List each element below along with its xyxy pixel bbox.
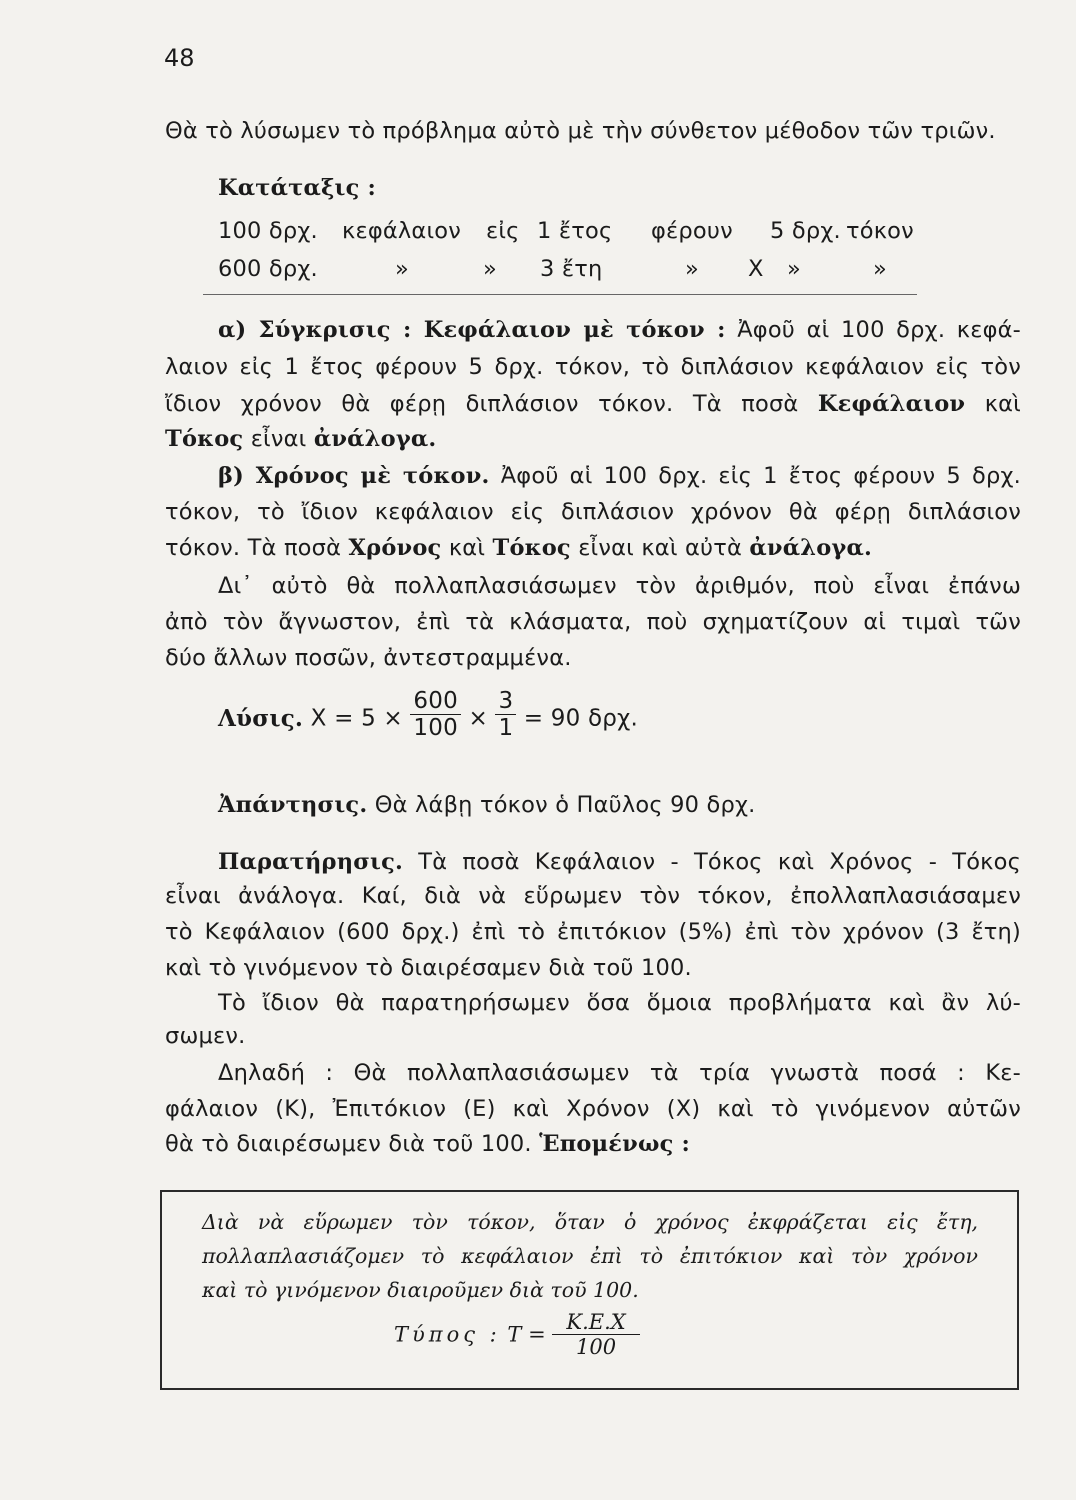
epomenos-label: Ἑπομένως : bbox=[539, 1131, 691, 1157]
section-b-line-2: τόκον, τὸ ἴδιον κεφάλαιον εἰς διπλάσιον χρόνον θὰ φέρῃ διπλάσιον bbox=[165, 499, 1021, 525]
section-b-line-3-text: τόκον. Τὰ ποσὰ bbox=[165, 535, 342, 561]
divider-rule bbox=[203, 294, 917, 295]
section-a-line-2: λαιον εἰς 1 ἔτος φέρουν 5 δρχ. τόκον, τὸ διπλάσιον κεφάλαιον εἰς τὸν bbox=[165, 354, 1021, 380]
solution-equation bbox=[218, 688, 639, 745]
section-b-line-3 bbox=[165, 535, 872, 561]
row2-amount: 600 δρχ. bbox=[218, 256, 318, 282]
row1-capital: κεφάλαιον bbox=[342, 218, 461, 244]
solution-lhs: X = 5 × bbox=[310, 705, 403, 732]
para-di-line-1: Δι᾽ αὐτὸ θὰ πολλαπλασιάσωμεν τὸν ἀριθμόν, ποὺ εἶναι ἐπάνω bbox=[218, 573, 1021, 599]
observation-line-1 bbox=[218, 849, 1021, 875]
fraction-2-numerator: 3 bbox=[498, 688, 514, 714]
section-b-einai: εἶναι καὶ αὐτὰ bbox=[578, 535, 743, 561]
fraction-600-100 bbox=[410, 688, 461, 741]
formula-fraction bbox=[552, 1310, 639, 1359]
section-a-line-4 bbox=[165, 426, 436, 452]
rule-box-line-2: πολλαπλασιάζομεν τὸ κεφάλαιον ἐπὶ τὸ ἐπιτόκιον καὶ τὸν χρόνον bbox=[202, 1244, 978, 1268]
fraction-1-denominator: 100 bbox=[410, 714, 461, 741]
row2-ditto-4: » bbox=[787, 256, 801, 282]
rule-box-line-1: Διὰ νὰ εὕρωμεν τὸν τόκον, ὅταν ὁ χρόνος ἐκφράζεται εἰς ἔτη, bbox=[202, 1210, 978, 1234]
formula-lhs: T = bbox=[507, 1322, 546, 1347]
page-number: 48 bbox=[164, 44, 195, 72]
solution-label: Λύσις. bbox=[218, 705, 304, 732]
solution-times: × bbox=[468, 705, 488, 732]
section-a-kefalaion: Κεφάλαιον bbox=[817, 391, 966, 417]
fraction-1-numerator: 600 bbox=[413, 688, 458, 714]
row2-ditto-1: » bbox=[395, 256, 409, 282]
para-di-line-3: δύο ἄλλων ποσῶν, ἀντεστραμμένα. bbox=[165, 645, 572, 671]
row1-eis: εἰς bbox=[486, 218, 520, 244]
section-b-line-1 bbox=[218, 463, 1021, 489]
answer-label: Ἀπάντησις. bbox=[218, 792, 368, 818]
para-di-line-2: ἀπὸ τὸν ἄγνωστον, ἐπὶ τὰ κλάσματα, ποὺ σχηματίζουν αἱ τιμαὶ τῶν bbox=[165, 609, 1021, 635]
para-idio-line-2: σωμεν. bbox=[165, 1023, 246, 1049]
row2-unknown: X bbox=[748, 256, 764, 282]
katataxis-row-1 bbox=[0, 218, 1076, 248]
para-idio-line-1: Τὸ ἴδιον θὰ παρατηρήσωμεν ὅσα ὅμοια προβλήματα καὶ ἂν λύ- bbox=[218, 990, 1021, 1016]
section-b-label: β) Χρόνος μὲ τόκον. bbox=[218, 463, 490, 489]
para-dilladi-line-2: φάλαιον (Κ), Ἐπιτόκιον (Ε) καὶ Χρόνον (Χ) καὶ τὸ γινόμενον αὐτῶν bbox=[165, 1096, 1021, 1122]
row2-ditto-5: » bbox=[873, 256, 887, 282]
row1-tokon: τόκον bbox=[846, 218, 914, 244]
formula bbox=[394, 1310, 640, 1359]
formula-numerator: K.E.X bbox=[566, 1310, 626, 1334]
row2-ditto-2: » bbox=[483, 256, 497, 282]
rule-box bbox=[160, 1190, 1019, 1390]
section-a-kai: καὶ bbox=[984, 391, 1021, 417]
para-dilladi-line-1: Δηλαδή : Θὰ πολλαπλασιάσωμεν τὰ τρία γνωστὰ ποσά : Κε- bbox=[218, 1060, 1021, 1086]
section-b-xronos: Χρόνος bbox=[348, 535, 442, 561]
rule-box-line-3: καὶ τὸ γινόμενον διαιροῦμεν διὰ τοῦ 100. bbox=[202, 1278, 639, 1302]
answer-text: Θὰ λάβῃ τόκον ὁ Παῦλος 90 δρχ. bbox=[374, 792, 756, 818]
row1-feroun: φέρουν bbox=[651, 218, 733, 244]
observation-line-1-text: Τὰ ποσὰ Κεφάλαιον - Τόκος καὶ Χρόνος - Τόκος bbox=[418, 849, 1021, 875]
section-a-analoga: ἀνάλογα. bbox=[313, 426, 437, 452]
section-a-einai: εἶναι bbox=[250, 426, 307, 452]
intro-line: Θὰ τὸ λύσωμεν τὸ πρόβλημα αὐτὸ μὲ τὴν σύνθετον μέθοδον τῶν τριῶν. bbox=[165, 118, 996, 144]
row1-time: 1 ἔτος bbox=[537, 218, 613, 244]
observation-label: Παρατήρησις. bbox=[218, 849, 404, 875]
row1-interest: 5 δρχ. bbox=[770, 218, 841, 244]
section-b-analoga: ἀνάλογα. bbox=[749, 535, 873, 561]
fraction-3-1 bbox=[495, 688, 516, 741]
para-dilladi-line-3-text: θὰ τὸ διαιρέσωμεν διὰ τοῦ 100. bbox=[165, 1131, 532, 1157]
section-a-line-3 bbox=[165, 391, 1021, 417]
solution-result: = 90 δρχ. bbox=[523, 705, 639, 732]
observation-line-4: καὶ τὸ γινόμενον τὸ διαιρέσαμεν διὰ τοῦ 100. bbox=[165, 955, 692, 981]
row2-time: 3 ἔτη bbox=[540, 256, 603, 282]
section-a-label: α) Σύγκρισις : Κεφάλαιον μὲ τόκον : bbox=[218, 317, 726, 343]
formula-label: Τύπος : bbox=[394, 1322, 501, 1347]
section-a-line-1 bbox=[218, 317, 1021, 343]
section-b-line-1-text: Ἀφοῦ αἱ 100 δρχ. εἰς 1 ἔτος φέρουν 5 δρχ. bbox=[500, 463, 1021, 489]
row1-amount: 100 δρχ. bbox=[218, 218, 318, 244]
formula-denominator: 100 bbox=[552, 1334, 639, 1359]
fraction-2-denominator: 1 bbox=[495, 714, 516, 741]
observation-line-2: εἶναι ἀνάλογα. Καί, διὰ νὰ εὕρωμεν τὸν τόκον, ἐπολλαπλασιάσαμεν bbox=[165, 883, 1021, 909]
answer-line bbox=[218, 792, 756, 818]
row2-ditto-3: » bbox=[685, 256, 699, 282]
section-b-tokos: Τόκος bbox=[492, 535, 571, 561]
katataxis-heading: Κατάταξις : bbox=[218, 175, 377, 201]
para-dilladi-line-3 bbox=[165, 1131, 690, 1157]
section-a-line-3-text: ἴδιον χρόνον θὰ φέρῃ διπλάσιον τόκον. Τὰ ποσὰ bbox=[165, 391, 799, 417]
section-a-line-1-text: Ἀφοῦ αἱ 100 δρχ. κεφά- bbox=[737, 317, 1021, 343]
section-a-tokos: Τόκος bbox=[165, 426, 244, 452]
observation-line-3: τὸ Κεφάλαιον (600 δρχ.) ἐπὶ τὸ ἐπιτόκιον (5%) ἐπὶ τὸν χρόνον (3 ἔτη) bbox=[165, 919, 1021, 945]
section-b-kai: καὶ bbox=[448, 535, 486, 561]
katataxis-row-2 bbox=[0, 256, 1076, 286]
